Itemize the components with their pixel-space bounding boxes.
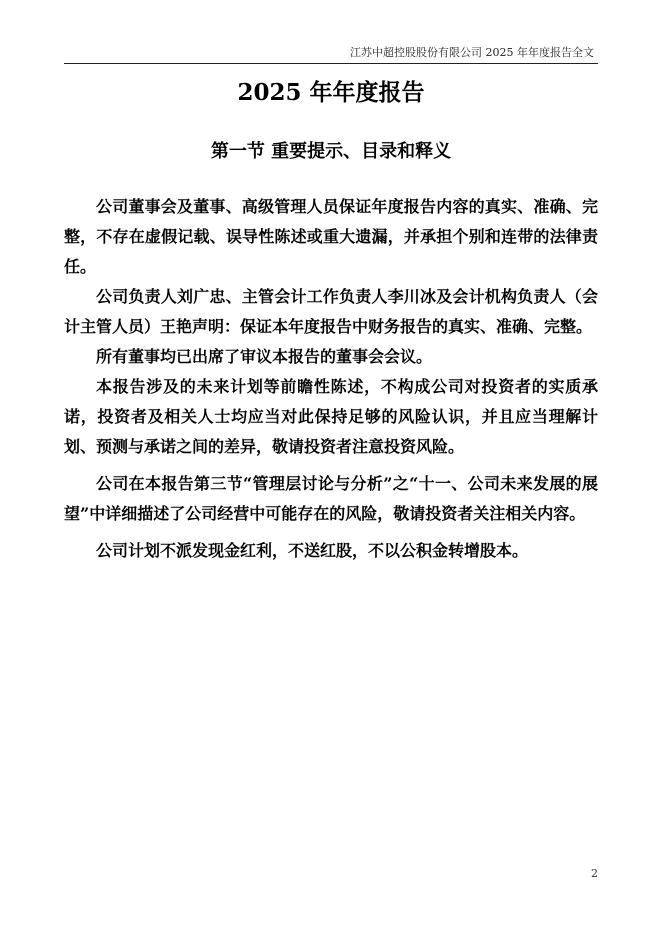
notice-body [64,192,598,566]
paragraph-board-guarantee: 公司董事会及董事、高级管理人员保证年度报告内容的真实、准确、完整，不存在虚假记载、误导性陈述或重大遗漏，并承担个别和连带的法律责任。 [64,197,598,276]
running-header: 江苏中超控股股份有限公司 2025 年年度报告全文 [350,46,594,59]
paragraph-dividend-plan: 公司计划不派发现金红利，不送红股，不以公积金转增股本。 [96,541,529,560]
paragraph-forward-looking: 本报告涉及的未来计划等前瞻性陈述，不构成公司对投资者的实质承诺，投资者及相关人士均应当对此保持足够的风险认识，并且应当理解计划、预测与承诺之间的差异，敬请投资者注意投资风险。 [64,377,598,456]
page-number: 2 [591,867,598,880]
paragraph-risk-reference: 公司在本报告第三节“管理层讨论与分析”之“十一、公司未来发展的展望”中详细描述了公司经营中可能存在的风险，敬请投资者关注相关内容。 [64,474,598,523]
section-title: 第一节 重要提示、目录和释义 [210,141,452,162]
paragraph-responsible-persons: 公司负责人刘广忠、主管会计工作负责人李川冰及会计机构负责人（会计主管人员）王艳声明：保证本年度报告中财务报告的真实、准确、完整。 [64,287,598,336]
header-divider [64,63,598,64]
paragraph-directors-attendance: 所有董事均已出席了审议本报告的董事会会议。 [96,347,433,366]
document-title: 2025 年年度报告 [237,79,425,106]
